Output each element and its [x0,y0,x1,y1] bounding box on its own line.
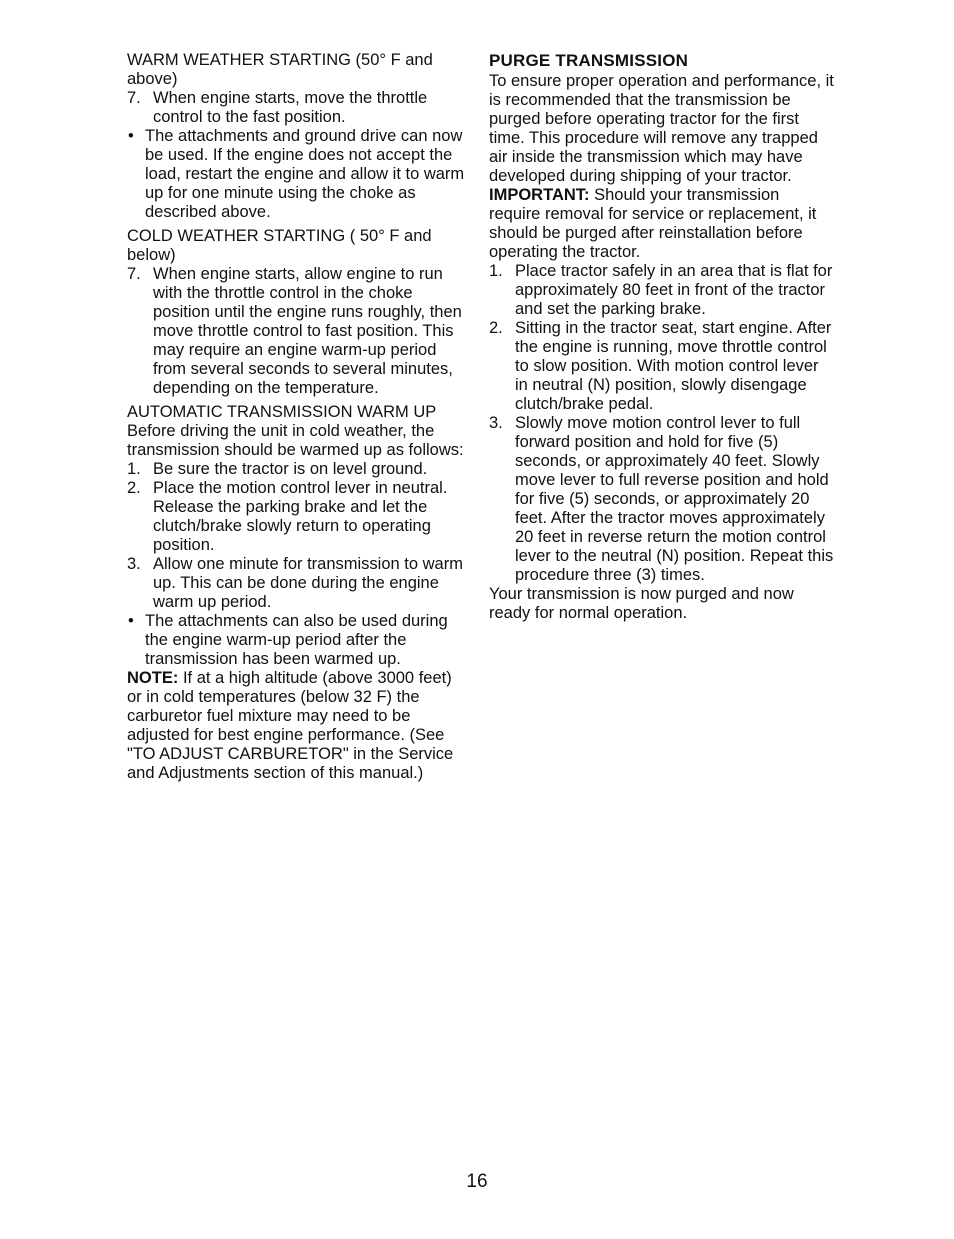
left-column [127,51,467,783]
purge-transmission-heading: PURGE TRANSMISSION [489,51,689,70]
purge-step-1 [489,262,834,319]
step-number: 2. [127,479,141,497]
step-text: Place the motion control lever in neutral. Release the parking brake and let the clutch/brake slowly return to operating position. [153,479,448,554]
step-number: 3. [489,414,503,432]
page-number: 16 [466,1171,488,1192]
step-text: Be sure the tractor is on level ground. [153,460,428,478]
important-label: IMPORTANT: [489,186,590,204]
cold-weather-heading: COLD WEATHER STARTING ( 50° F and below) [127,227,432,264]
step-text: Slowly move motion control lever to full forward position and hold for five (5) seconds, or approximately 40 feet. Slowly move lever to full reverse position and hold for five (5) seconds, or approximately 20 feet. After the tractor moves approximately 20 feet in reverse return the motion control lever to the neutral (N) position. Repeat this procedure three (3) times. [515,414,834,584]
step-number: 7. [127,265,141,283]
warm-weather-heading: WARM WEATHER STARTING (50° F and above) [127,51,433,88]
step-number: 2. [489,319,503,337]
step-text: Sitting in the tractor seat, start engine. After the engine is running, move throttle control to slow position. With motion control lever in neutral (N) position, slowly disengage clutch/brake pedal. [515,319,832,413]
bullet-text: The attachments can also be used during the engine warm-up period after the transmission has been warmed up. [145,612,448,668]
step-number: 3. [127,555,141,573]
auto-step-1 [127,460,467,479]
bullet-icon: • [128,127,134,145]
purge-intro: To ensure proper operation and performance, it is recommended that the transmission be purged before operating tractor for the first time. This procedure will remove any trapped air inside the transmission which may have developed during shipping of your tractor. [489,72,834,185]
step-text: When engine starts, allow engine to run with the throttle control in the choke position until the engine runs roughly, then move throttle control to fast position. This may require an engine warm-up period from several seconds to several minutes, depending on the temperature. [153,265,462,397]
auto-transmission-heading: AUTOMATIC TRANSMISSION WARM UP [127,403,437,421]
right-column [489,51,834,623]
warm-weather-bullet [127,127,467,222]
auto-transmission-intro: Before driving the unit in cold weather, the transmission should be warmed up as follows: [127,422,464,459]
auto-step-2 [127,479,467,555]
purge-closing: Your transmission is now purged and now ready for normal operation. [489,585,794,622]
auto-step-3 [127,555,467,612]
note-text: If at a high altitude (above 3000 feet) or in cold temperatures (below 32 F) the carburetor fuel mixture may need to be adjusted for best engine performance. (See "TO ADJUST CARBURETOR" in the Service and Adjustments section of this manual.) [127,669,454,782]
step-text: Allow one minute for transmission to warm up. This can be done during the engine warm up period. [153,555,463,611]
step-number: 1. [489,262,503,280]
step-number: 1. [127,460,141,478]
cold-weather-step-7 [127,265,467,398]
step-text: When engine starts, move the throttle control to the fast position. [153,89,428,126]
warm-weather-step-7 [127,89,467,127]
step-text: Place tractor safely in an area that is flat for approximately 80 feet in front of the tractor and set the parking brake. [515,262,833,318]
auto-bullet [127,612,467,669]
bullet-text: The attachments and ground drive can now be used. If the engine does not accept the load, restart the engine and allow it to warm up for one minute using the choke as described above. [145,127,465,221]
important-paragraph [489,186,834,262]
purge-step-3 [489,414,834,585]
note-label: NOTE: [127,669,179,687]
purge-step-2 [489,319,834,414]
bullet-icon: • [128,612,134,630]
important-text: Should your transmission require removal for service or replacement, it should be purged after reinstallation before operating the tractor. [489,186,817,261]
step-number: 7. [127,89,141,107]
note-paragraph [127,669,467,783]
